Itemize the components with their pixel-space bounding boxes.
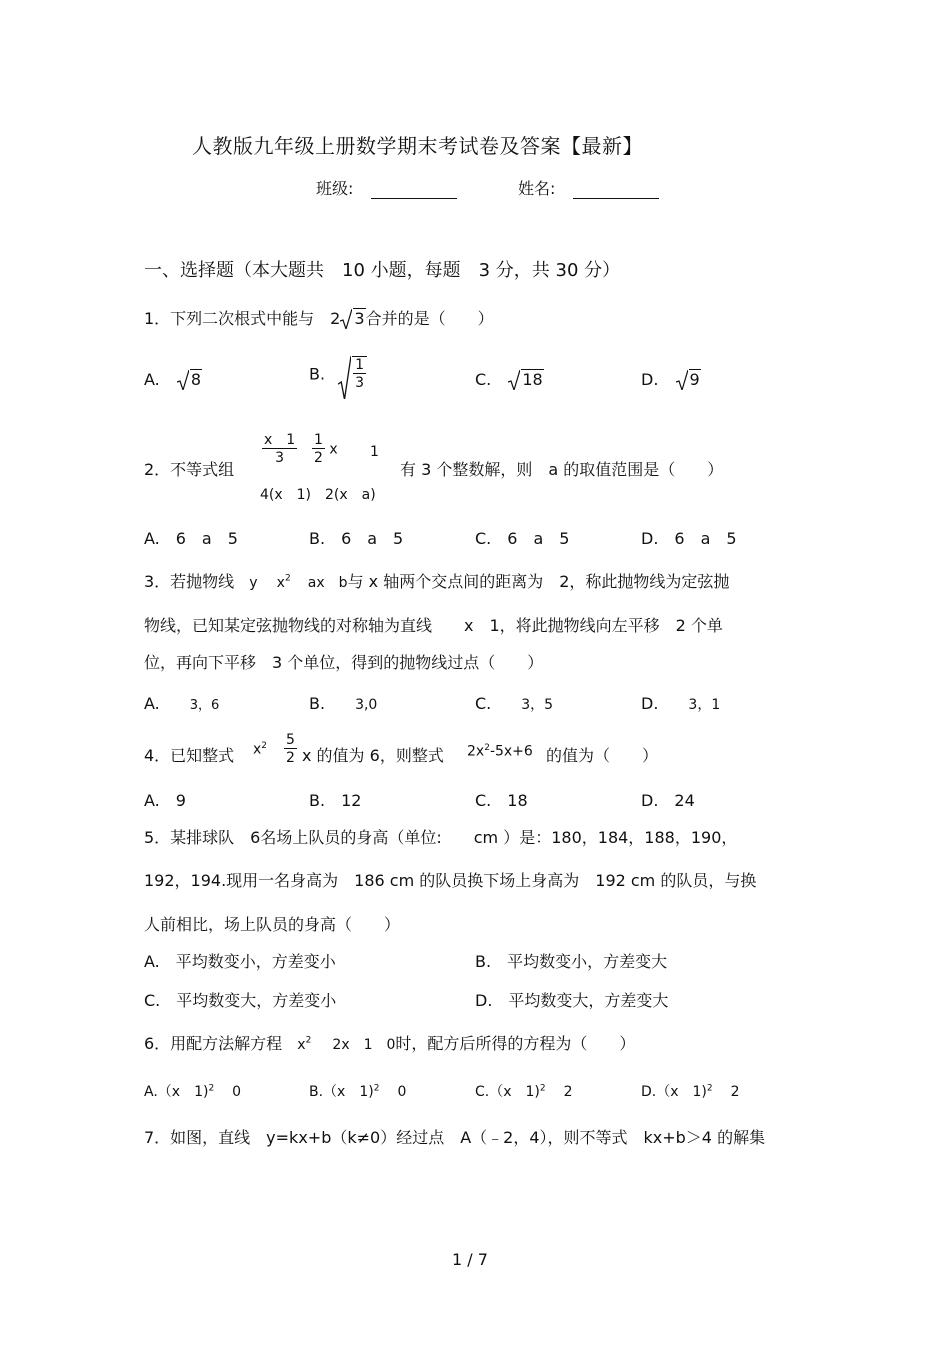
q1-stem-text: 1．下列二次根式中能与 2 [144, 309, 341, 328]
q4-option-b: B. 12 [309, 791, 362, 810]
q1-option-c [475, 370, 544, 389]
expression: 2 [730, 1084, 740, 1100]
option-label: A. [144, 370, 160, 389]
exponent: 2 [284, 573, 291, 584]
q2-option-d: D. 6 a 5 [641, 529, 737, 548]
question-2-stem-end: 有 3 个整数解，则 a 的取值范围是（ ） [400, 460, 724, 479]
q2-line-2: 4(x 1) 2(x a) [260, 487, 376, 503]
q3-option-a [144, 694, 219, 713]
q4-x-squared [253, 741, 267, 758]
q1-stem-radicand: 3 [354, 309, 365, 328]
stem-text: 3．若抛物线 [144, 572, 235, 591]
q3-option-b [309, 694, 377, 713]
question-3-line-2: 物线，已知某定弦抛物线的对称轴为直线 x 1，将此抛物线向左平移 2 个单 [144, 616, 723, 635]
q4-expression [467, 743, 533, 760]
name-label: 姓名: [518, 179, 556, 198]
stem-text: 6．用配方法解方程 [144, 1034, 283, 1053]
q6-option-c [475, 1081, 573, 1101]
question-7-stem: 7．如图，直线 y=kx+b（k≠0）经过点 A（﹣2，4），则不等式 kx+b＞4 的解集 [144, 1128, 766, 1147]
expression: 2x 1 0 [332, 1037, 396, 1053]
expression: A.（x 1) [144, 1084, 209, 1100]
option-label: B. [309, 694, 326, 713]
variable: x [329, 441, 338, 458]
q1-stem-tail: 合并的是（ ） [365, 309, 494, 328]
q3-option-d [641, 694, 720, 714]
q2-option-b: B. 6 a 5 [309, 529, 404, 548]
question-5-line-2: 192，194.现用一名身高为 186 cm 的队员换下场上身高为 192 cm 的队员，与换 [144, 871, 757, 890]
name-blank [573, 180, 659, 199]
numerator: 1 [314, 432, 323, 448]
question-3-line-1 [144, 569, 729, 592]
variable: x [253, 741, 262, 758]
sqrt-symbol [177, 370, 202, 389]
question-5-line-1: 5．某排球队 6名场上队员的身高（单位: cm ）是：180，184，188，190， [144, 828, 738, 847]
q1-option-d [641, 370, 701, 389]
option-label: D. [641, 694, 659, 713]
q6-option-a [144, 1081, 241, 1101]
option-value: 3，6 [189, 698, 220, 713]
section-heading: 一、选择题（本大题共 10 小题，每题 3 分，共 30 分） [144, 260, 621, 281]
option-label: D. [641, 370, 659, 389]
q5-option-c: C. 平均数变大，方差变小 [144, 991, 337, 1010]
q4-option-c: C. 18 [475, 791, 528, 810]
exponent: 2 [305, 1035, 312, 1046]
exponent: 2 [706, 1083, 713, 1094]
stem-text: 与 x 轴两个交点间的距离为 2，称此抛物线为定弦抛 [347, 572, 730, 591]
class-label: 班级: [316, 179, 354, 198]
q2-fraction-2 [312, 432, 338, 467]
numerator: x 1 [264, 432, 296, 448]
fraction [312, 432, 325, 467]
q5-option-a: A. 平均数变小，方差变小 [144, 952, 336, 971]
expression: 2x [467, 743, 485, 760]
question-2-stem-start: 2．不等式组 [144, 460, 235, 479]
fraction [284, 732, 297, 767]
expression: D.（x 1) [641, 1084, 707, 1100]
q4-fraction [284, 732, 297, 767]
question-1-stem [144, 306, 494, 329]
expression: 2 [563, 1084, 573, 1100]
fraction [352, 356, 367, 392]
variable: x [297, 1037, 306, 1053]
sqrt-symbol [340, 309, 365, 328]
fraction [262, 432, 297, 467]
q3-option-c [475, 694, 553, 714]
exponent: 2 [208, 1083, 215, 1094]
numerator: 5 [286, 732, 295, 748]
q2-option-c: C. 6 a 5 [475, 529, 570, 548]
radicand: 18 [522, 370, 543, 389]
class-blank [371, 180, 457, 199]
denominator: 3 [355, 375, 365, 391]
q1-option-b [309, 356, 367, 392]
q2-option-a: A. 6 a 5 [144, 529, 238, 548]
variable: y [249, 575, 258, 591]
exponent: 2 [261, 741, 268, 751]
denominator: 2 [314, 450, 323, 466]
question-4-stem-start: 4．已知整式 [144, 746, 235, 765]
question-4-stem-end: 的值为（ ） [546, 746, 659, 765]
expression: C.（x 1) [475, 1084, 540, 1100]
option-label: A. [144, 694, 160, 713]
q4-option-d: D. 24 [641, 791, 695, 810]
radicand: 8 [190, 370, 202, 389]
stem-text: 时，配方后所得的方程为（ ） [395, 1034, 636, 1053]
expression: -5x+6 [489, 743, 533, 760]
option-label: B. [309, 364, 326, 384]
q1-option-a [144, 370, 202, 389]
sqrt-symbol [338, 356, 367, 392]
expression: 0 [232, 1084, 242, 1100]
question-5-line-3: 人前相比，场上队员的身高（ ） [144, 915, 401, 934]
option-label: C. [475, 694, 492, 713]
exponent: 2 [539, 1083, 546, 1094]
exponent: 2 [484, 743, 490, 753]
expression: B.（x 1) [309, 1084, 374, 1100]
sqrt-symbol [508, 370, 543, 389]
q6-option-d [641, 1081, 740, 1101]
radicand: 9 [689, 370, 700, 389]
denominator: 2 [286, 750, 295, 766]
option-value: 3，5 [521, 697, 554, 713]
q2-rhs: 1 [370, 444, 379, 460]
q6-option-b [309, 1081, 406, 1101]
denominator: 3 [275, 450, 285, 466]
numerator: 1 [355, 357, 365, 373]
expression: 0 [397, 1084, 407, 1100]
name-field [518, 176, 659, 199]
question-6-stem [144, 1031, 635, 1054]
page-number: 1 / 7 [452, 1250, 488, 1269]
option-value: 3，1 [688, 697, 721, 713]
q4-option-a: A. 9 [144, 791, 186, 810]
variable: x [276, 575, 285, 591]
sqrt-symbol [676, 370, 701, 389]
option-label: C. [475, 370, 492, 389]
q5-option-d: D. 平均数变大，方差变大 [475, 991, 669, 1010]
q5-option-b: B. 平均数变小，方差变大 [475, 952, 668, 971]
question-3-line-3: 位，再向下平移 3 个单位，得到的抛物线过点（ ） [144, 653, 544, 672]
exponent: 2 [373, 1083, 380, 1094]
q2-fraction-1 [262, 432, 297, 467]
page-title: 人教版九年级上册数学期末考试卷及答案【最新】 [192, 134, 643, 158]
question-4-stem-mid: x 的值为 6，则整式 [302, 746, 444, 765]
option-value: 3,0 [355, 697, 378, 713]
class-field [316, 176, 457, 199]
expression: ax b [307, 575, 348, 591]
